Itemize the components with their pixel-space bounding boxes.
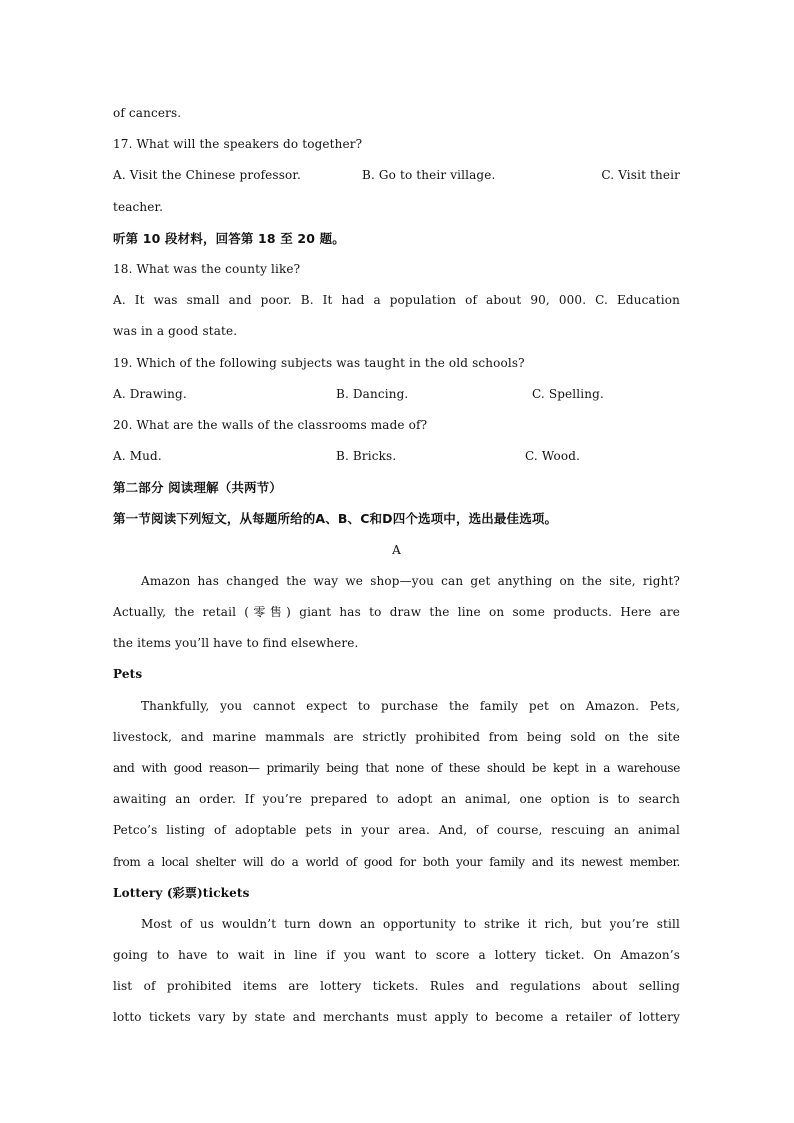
paragraph-line: livestock, and marine mammals are strictly prohibited from being sold on the site xyxy=(113,729,680,744)
document-page xyxy=(113,98,680,1034)
paragraph-line: lotto tickets vary by state and merchants must apply to become a retailer of lottery xyxy=(113,1010,680,1025)
paragraph-line: going to have to wait in line if you want to score a lottery ticket. On Amazon’s xyxy=(113,948,680,963)
paragraph-line: Thankfully, you cannot expect to purchase the family pet on Amazon. Pets, xyxy=(141,698,680,713)
paragraph-line: Actually, the retail (零售) giant has to draw the line on some products. Here are xyxy=(113,605,680,619)
passage-label: A xyxy=(392,542,401,557)
section-heading: 第一节阅读下列短文，从每题所给的A、B、C和D四个选项中，选出最佳选项。 xyxy=(113,511,558,527)
question-18-options: A. It was small and poor. B. It had a population of about 90, 000. C. Education xyxy=(113,293,680,308)
subheading-pets: Pets xyxy=(113,667,143,682)
option-c: C. Wood. xyxy=(525,449,581,464)
paragraph-line: the items you’ll have to find elsewhere. xyxy=(113,636,359,651)
option-c: C. Spelling. xyxy=(532,386,604,401)
question-18: 18. What was the county like? xyxy=(113,261,301,276)
paragraph-line: from a local shelter will do a world of good for both your family and its newest member. xyxy=(113,854,680,869)
paragraph-line: Most of us wouldn’t turn down an opportunity to strike it rich, but you’re still xyxy=(141,916,680,931)
paragraph-line: awaiting an order. If you’re prepared to adopt an animal, one option is to search xyxy=(113,792,680,807)
paragraph-line: list of prohibited items are lottery tickets. Rules and regulations about selling xyxy=(113,979,680,994)
question-17: 17. What will the speakers do together? xyxy=(113,137,363,152)
question-17-options xyxy=(113,160,680,191)
paragraph-line: Amazon has changed the way we shop—you can get anything on the site, right? xyxy=(141,573,680,588)
question-19-options xyxy=(113,379,680,410)
paragraph-line: and with good reason— primarily being that none of these should be kept in a warehouse xyxy=(113,760,680,775)
paragraph-line: Petco’s listing of adoptable pets in your area. And, of course, rescuing an animal xyxy=(113,823,680,838)
option-b: B. Bricks. xyxy=(336,449,397,464)
question-20-options xyxy=(113,441,680,472)
option-c: C. Visit their xyxy=(601,168,680,183)
option-b: B. Go to their village. xyxy=(362,168,496,183)
option-a: A. Drawing. xyxy=(113,386,187,401)
text-line: teacher. xyxy=(113,199,164,214)
option-b: B. Dancing. xyxy=(336,386,409,401)
question-20: 20. What are the walls of the classrooms made of? xyxy=(113,417,428,432)
question-19: 19. Which of the following subjects was taught in the old schools? xyxy=(113,355,525,370)
option-a: A. Mud. xyxy=(113,449,162,464)
text-line: of cancers. xyxy=(113,106,182,120)
subheading-lottery: Lottery (彩票)tickets xyxy=(113,885,250,900)
option-a: A. Visit the Chinese professor. xyxy=(113,168,301,183)
section-instruction: 听第 10 段材料，回答第 18 至 20 题。 xyxy=(113,230,345,246)
text-line: was in a good state. xyxy=(113,324,238,339)
part-heading: 第二部分 阅读理解（共两节） xyxy=(113,480,282,496)
